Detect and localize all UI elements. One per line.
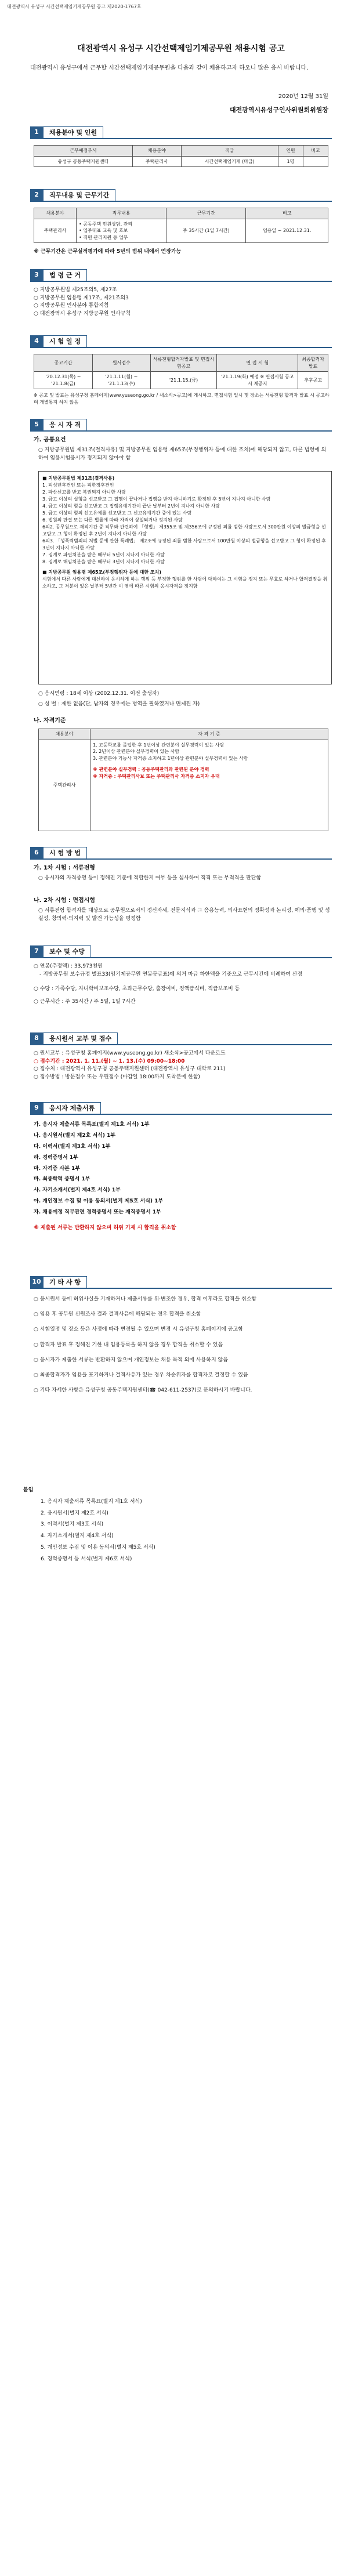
- section-number: 9: [30, 1102, 43, 1114]
- section-1-header: [30, 126, 332, 139]
- subheading: 가. 공통요건: [34, 437, 66, 443]
- table-header: 서류전형합격자발표 및 면접시험공고: [150, 354, 217, 372]
- list-item: ○ 응시원서 등에 허위사실을 기재하거나 제출서류를 위·변조한 경우, 합격 이후라도 합격을 취소함: [34, 1296, 257, 1302]
- section-4-header: [30, 335, 332, 348]
- application-info: [34, 1050, 331, 1081]
- table-cell: 추후공고: [298, 372, 328, 389]
- list-item: 바. 최종학력 증명서 1부: [34, 1176, 91, 1183]
- list-item: 아. 개인정보 수집 및 이용 동의서(별지 제5호 서식) 1부: [34, 1198, 164, 1205]
- documents-list: [34, 1119, 331, 1234]
- list-item: ○ 응시자가 제출한 서류는 반환하지 않으며 개인정보는 채용 목적 외에 사용하지 않음: [34, 1357, 228, 1363]
- section-6-header: [30, 847, 332, 860]
- table-header: 채용분야: [132, 146, 181, 157]
- list-item: 라. 경력증명서 1부: [34, 1154, 78, 1161]
- signer: 대전광역시유성구인사위원회위원장: [229, 106, 328, 114]
- schedule-table: [34, 354, 328, 389]
- list-item: ○ 접수기간 : 2021. 1. 11.(월) ~ 1. 13.(수) 09:00~18:00: [34, 1058, 185, 1064]
- qualification-table: [38, 729, 328, 831]
- duty-table: [34, 208, 328, 243]
- list-item: ○ 수당 : 가족수당, 자녀학비보조수당, 초과근무수당, 출장여비, 정액급식비, 직급보조비 등: [34, 986, 240, 992]
- subheading: 가. 1차 시험 : 서류전형: [34, 865, 95, 871]
- section-title: 보수 및 수당: [43, 945, 91, 958]
- list-item: ○ 근무시간 : 주 35시간 / 주 5일, 1일 7시간: [34, 998, 136, 1005]
- schedule-note: ※ 공고 및 발표는 유성구청 홈페이지(www.yuseong.go.kr / 새소식>공고)에 게시하고, 면접시험 일시 및 장소는 서류전형 합격자 발표 시 공고하며 개별통지 하지 않음: [34, 393, 330, 405]
- duty-item: • 공동주택 민원상담, 관리: [79, 221, 133, 227]
- section-5-header: [30, 419, 332, 432]
- pay-info: [34, 963, 331, 1006]
- recruit-table: [34, 145, 328, 167]
- list-item: - 지방공무원 보수규정 별표33(임기제공무원 연봉등급표)에 의거 마급 하한액을 기준으로 근무시간에 비례하여 산정: [39, 971, 303, 977]
- list-item: 4. 자기소개서(별지 제4호 서식): [41, 1533, 114, 1539]
- list-item: 3. 관련분야 기능사 자격증 소지하고 1년이상 관련분야 실무경력이 있는 사람: [93, 755, 248, 761]
- section-number: 10: [30, 1276, 43, 1288]
- section-number: 3: [30, 269, 43, 281]
- list-item: ○ 최종합격자가 임용을 포기하거나 결격사유가 있는 경우 차순위자를 합격자로 결정할 수 있음: [34, 1372, 248, 1378]
- table-cell: 1명: [278, 156, 303, 167]
- list-item: 1. 피성년후견인 또는 피한정후견인: [42, 483, 114, 488]
- paragraph: 시험에서 다른 사람에게 대신하여 응시하게 하는 행위 등 부정한 행위를 한 사람에 대하여는 그 시험을 정지 또는 무효로 하거나 합격결정을 취소하고, 그 처분이 있은 날부터 5년간 이 영에 따른 시험의 응시자격을 정지함: [42, 577, 328, 589]
- table-header: 최종합격자발표: [298, 354, 328, 372]
- duty-item: • 직원 관리지원 등 업무: [79, 234, 128, 240]
- table-cell: '21.1.11(월) ~ '21.1.13(수): [92, 372, 150, 389]
- list-item: ○ 기타 자세한 사항은 유성구청 공동주택지원센터(☎ 042-611-2537)로 문의하시기 바랍니다.: [34, 1387, 252, 1394]
- section-title: 직무내용 및 근무기간: [43, 189, 115, 201]
- appendix: [23, 1485, 320, 1566]
- list-item: ○ 대전광역시 유성구 지방공무원 인사규칙: [34, 310, 131, 317]
- list-item: 6의2. 공무원으로 재직기간 중 직무와 관련하여 「형법」 제355조 및 제356조에 규정된 죄를 범한 사람으로서 300만원 이상의 벌금형을 선고받고 그 형이 확정된 후 2년이 지나지 아니한 사람: [42, 524, 326, 537]
- documents-note: ※ 제출된 서류는 반환하지 않으며 허위 기재 시 합격을 취소함: [34, 1225, 176, 1231]
- list-item: ○ 지방공무원법 제25조의5, 제27조: [34, 287, 117, 293]
- subheading: 나. 자격기준: [34, 718, 66, 724]
- section-title: 시 험 방 법: [43, 847, 87, 859]
- paragraph: ○ 응시자의 자격증명 등이 정해진 기준에 적합한지 여부 등을 심사하여 적격 또는 부적격을 판단함: [38, 875, 262, 881]
- section-8-header: [30, 1032, 332, 1045]
- issue-date: 2020년 12월 31일: [278, 93, 328, 100]
- list-item: 5. 개인정보 수집 및 이용 동의서(별지 제5호 서식): [41, 1544, 155, 1550]
- list-item: 2. 2년이상 관련분야 실무경력이 있는 사람: [93, 749, 180, 755]
- subheading: 나. 2차 시험 : 면접시험: [34, 897, 95, 904]
- notice-number: 대전광역시 유성구 시간선택제임기제공무원 공고 제2020-1767호: [7, 4, 142, 9]
- list-item: 가. 응시자 제출서류 목록표(별지 제1호 서식) 1부: [34, 1122, 150, 1128]
- section-7-header: [30, 945, 332, 958]
- list-item: 8. 징계로 해임처분을 받은 때부터 3년이 지나지 아니한 사람: [42, 559, 165, 564]
- section-number: 4: [30, 335, 43, 347]
- list-item: 마. 자격증 사본 1부: [34, 1165, 80, 1172]
- list-item: 다. 이력서(별지 제3호 서식) 1부: [34, 1143, 111, 1150]
- term-note: ※ 근무기간은 근무실적평가에 따라 5년의 범위 내에서 연장가능: [34, 249, 182, 255]
- section-number: 8: [30, 1032, 43, 1044]
- list-item: ○ 지방공무원 임용령 제17조, 제21조의3: [34, 295, 129, 301]
- table-cell: 시간선택제임기제 (마급): [181, 156, 278, 167]
- disqualification-box: [38, 471, 332, 684]
- list-item: 2. 파산선고를 받고 복권되지 아니한 사람: [42, 490, 126, 495]
- table-cell: 유성구 공동주택지원센터: [34, 156, 133, 167]
- table-cell: '21.1.15.(금): [150, 372, 217, 389]
- table-cell: 주택관리사: [34, 219, 77, 243]
- duties-cell: [77, 219, 166, 243]
- qualification-cell: [91, 740, 328, 831]
- list-item: 사. 자기소개서(별지 제4호 서식) 1부: [34, 1187, 121, 1194]
- table-header: 면 접 시 험: [217, 354, 298, 372]
- list-item: 6. 경력증명서 등 서식(별지 제6호 서식): [41, 1556, 132, 1562]
- list-item: ○ 원서교부 : 유성구청 홈페이지(www.yuseong.go.kr) 새소식>공고에서 다운로드: [34, 1050, 226, 1056]
- table-header: 비고: [246, 208, 328, 219]
- list-item: ※ 자격증 : 주택관리사보 또는 주택관리사 자격증 소지자 우대: [93, 773, 220, 779]
- list-item: ○ 지방공무원 인사분야 통합지침: [34, 303, 109, 309]
- table-cell: 주택관리사: [132, 156, 181, 167]
- table-header: 원서접수: [92, 354, 150, 372]
- list-item: ○ 합격자 발표 후 정해진 기한 내 임용등록을 하지 않을 경우 합격을 취소할 수 있음: [34, 1342, 223, 1348]
- table-cell: '20.12.31(목) ~ '21.1.8(금): [34, 372, 93, 389]
- section-number: 7: [30, 945, 43, 957]
- table-header: 채용분야: [39, 729, 91, 740]
- list-item: 6의3. 「성폭력범죄의 처벌 등에 관한 특례법」 제2조에 규정된 죄를 범한 사람으로서 100만원 이상의 벌금형을 선고받고 그 형이 확정된 후 3년이 지나지 아니한 사람: [42, 538, 326, 550]
- table-header: 자 격 기 준: [91, 729, 328, 740]
- list-item: 나. 응시원서(별지 제2호 서식) 1부: [34, 1132, 116, 1139]
- section-title: 기 타 사 항: [43, 1276, 87, 1288]
- table-header: 공고기간: [34, 354, 93, 372]
- table-header: 채용분야: [34, 208, 77, 219]
- list-item: 6. 법원의 판결 또는 다른 법률에 따라 자격이 상실되거나 정지된 사람: [42, 517, 183, 523]
- duty-item: • 입주대표 교육 및 호보: [79, 228, 128, 234]
- table-header: 비고: [303, 146, 328, 157]
- table-cell: 주 35시간 (1일 7시간): [166, 219, 246, 243]
- table-header: 인원: [278, 146, 303, 157]
- list-item: 4. 금고 이상의 형을 선고받고 그 집행유예기간이 끝난 날부터 2년이 지나지 아니한 사람: [42, 503, 220, 509]
- legal-basis-list: [34, 287, 331, 318]
- section-title: 응 시 자 격: [43, 419, 87, 431]
- list-item: ○ 연봉(추정액) : 33,973천원: [34, 963, 103, 969]
- section-number: 5: [30, 419, 43, 430]
- list-item: 2. 응시원서(별지 제2호 서식): [41, 1510, 108, 1516]
- section-title: 시 험 일 정: [43, 335, 87, 347]
- table-cell: 주택관리사: [39, 740, 91, 831]
- list-item: 1. 고등학교를 졸업한 후 1년이상 관련분야 실무경력이 있는 사람: [93, 742, 225, 748]
- section-10-header: [30, 1276, 332, 1289]
- list-item: 3. 금고 이상의 실형을 선고받고 그 집행이 끝나거나 집행을 받지 아니하기로 확정된 후 5년이 지나지 아니한 사람: [42, 497, 271, 502]
- table-header: 근무예정부서: [34, 146, 133, 157]
- list-item: 5. 금고 이상의 형의 선고유예를 선고받고 그 선고유예기간 중에 있는 사람: [42, 510, 192, 516]
- list-item: ○ 시험일정 및 장소 등은 사정에 따라 변경될 수 있으며 변경 시 유성구청 홈페이지에 공고함: [34, 1327, 243, 1333]
- section-9-header: [30, 1102, 332, 1115]
- table-header: 직무내용: [77, 208, 166, 219]
- section-3-header: [30, 269, 332, 282]
- table-cell: [303, 156, 328, 167]
- list-item: ○ 접수처 : 대전광역시 유성구청 공동주택지원센터 (대전광역시 유성구 대학로 211): [34, 1066, 226, 1072]
- table-header: 직급: [181, 146, 278, 157]
- misc-list: [34, 1295, 331, 1401]
- section-number: 2: [30, 189, 43, 201]
- section-number: 1: [30, 126, 43, 138]
- age-note: ○ 응시연령 : 18세 이상 (2002.12.31. 이전 출생자): [38, 691, 160, 697]
- list-item: 1. 응시자 제출서류 목록표(별지 제1호 서식): [41, 1498, 142, 1505]
- table-cell: '21.1.19(화) 예정 ※ 면접시험 공고시 재공지: [217, 372, 298, 389]
- section-title: 응시자 제출서류: [43, 1102, 101, 1114]
- gender-note: ○ 성 별 : 제한 없음(단, 남자의 경우에는 병역을 필하였거나 면제된 자): [38, 701, 200, 707]
- box-title: ■ 지방공무원법 제31조(결격사유): [42, 476, 115, 481]
- section-title: 응시원서 교부 및 접수: [43, 1032, 118, 1045]
- table-header: 근무기간: [166, 208, 246, 219]
- list-item: ○ 임용 후 공무원 신원조사 결과 결격사유에 해당되는 경우 합격을 취소함: [34, 1311, 201, 1318]
- list-item: 3. 이력서(별지 제3호 서식): [41, 1521, 104, 1528]
- section-2-header: [30, 189, 332, 202]
- section-title: 법 령 근 거: [43, 269, 87, 281]
- appendix-title: 붙임: [23, 1487, 34, 1493]
- box-title: ■ 지방공무원 임용령 제65조(부정행위자 등에 대한 조치): [42, 570, 162, 575]
- list-item: 자. 채용예정 직무관련 경력증명서 또는 재직증명서 1부: [34, 1209, 161, 1216]
- list-item: ※ 관련분야 실무경력 : 공동주택관리와 관련된 분야 경력: [93, 767, 209, 773]
- list-item: ○ 접수방법 : 방문접수 또는 우편접수 (마감일 18:00까지 도착분에 한함): [34, 1074, 200, 1080]
- document-title: 대전광역시 유성구 시간선택제임기제공무원 채용시험 공고: [77, 44, 285, 53]
- section-title: 채용분야 및 인원: [43, 126, 103, 139]
- table-cell: 임용일 ~ 2021.12.31.: [246, 219, 328, 243]
- section-number: 6: [30, 847, 43, 858]
- paragraph: ○ 서류전형 합격자를 대상으로 공무원으로서의 정신자세, 전문지식과 그 응용능력, 의사표현의 정확성과 논리성, 예의·품행 및 성실성, 창의력·의지력 및 발전 가능성을 평정함: [38, 908, 330, 922]
- intro-text: 대전광역시 유성구에서 근무할 시간선택제임기제공무원을 다음과 같이 채용하고자 하오니 많은 응시 바랍니다.: [30, 65, 309, 71]
- paragraph: ○ 지방공무원법 제31조(결격사유) 및 지방공무원 임용령 제65조(부정행위자 등에 대한 조치)에 해당되지 않고, 다른 법령에 의하여 임용시험응시가 정지되지 않아야 함: [38, 447, 327, 461]
- list-item: 7. 징계로 파면처분을 받은 때부터 5년이 지나지 아니한 사람: [42, 552, 165, 557]
